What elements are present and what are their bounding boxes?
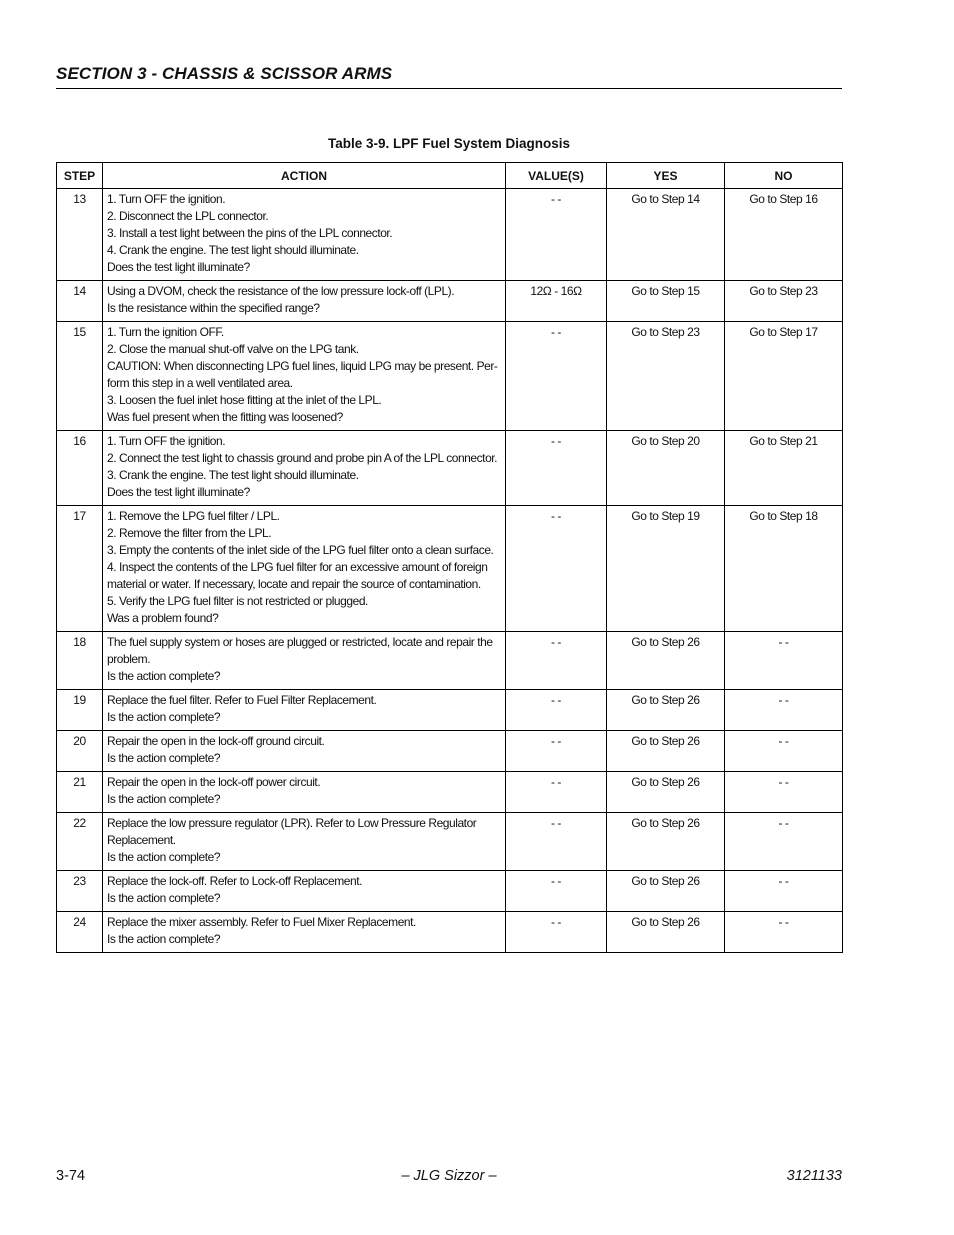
action-line: Is the action complete? (107, 891, 221, 905)
no-cell: Go to Step 18 (725, 506, 843, 632)
footer-title: – JLG Sizzor – (401, 1168, 497, 1184)
yes-cell: Go to Step 19 (607, 506, 725, 632)
yes-cell: Go to Step 23 (607, 322, 725, 431)
table-row (57, 813, 843, 871)
column-header-step: STEP (57, 163, 103, 189)
action-line: 5. Verify the LPG fuel filter is not restricted or plugged. (107, 594, 368, 608)
action-cell (103, 322, 506, 431)
no-cell: - - (725, 912, 843, 953)
step-cell: 19 (57, 690, 103, 731)
action-line: Does the test light illuminate? (107, 485, 250, 499)
yes-cell: Go to Step 26 (607, 912, 725, 953)
action-line: 3. Crank the engine. The test light should illuminate. (107, 468, 359, 482)
action-line: 4. Inspect the contents of the LPG fuel filter for an excessive amount of foreign (107, 560, 488, 574)
value-cell: - - (506, 813, 607, 871)
table-row (57, 189, 843, 281)
section-title: SECTION 3 - CHASSIS & SCISSOR ARMS (56, 64, 842, 89)
action-cell (103, 772, 506, 813)
value-cell: - - (506, 912, 607, 953)
step-cell: 21 (57, 772, 103, 813)
step-cell: 23 (57, 871, 103, 912)
action-line: Replacement. (107, 833, 176, 847)
no-cell: - - (725, 632, 843, 690)
action-line: Was a problem found? (107, 611, 219, 625)
yes-cell: Go to Step 26 (607, 871, 725, 912)
action-line: 1. Turn OFF the ignition. (107, 192, 226, 206)
action-cell (103, 281, 506, 322)
column-header-values: VALUE(S) (506, 163, 607, 189)
yes-cell: Go to Step 14 (607, 189, 725, 281)
action-line: 3. Install a test light between the pins of the LPL connector. (107, 226, 393, 240)
action-line: Repair the open in the lock-off ground circuit. (107, 734, 325, 748)
step-cell: 15 (57, 322, 103, 431)
action-cell (103, 912, 506, 953)
action-line: 1. Turn OFF the ignition. (107, 434, 226, 448)
table-row (57, 871, 843, 912)
value-cell: - - (506, 690, 607, 731)
action-cell (103, 431, 506, 506)
yes-cell: Go to Step 26 (607, 731, 725, 772)
action-line: Is the action complete? (107, 751, 221, 765)
no-cell: - - (725, 813, 843, 871)
table-header-row (57, 163, 843, 189)
table-title: Table 3-9. LPF Fuel System Diagnosis (327, 136, 571, 151)
step-cell: 24 (57, 912, 103, 953)
page-footer (56, 1168, 842, 1188)
action-line: The fuel supply system or hoses are plugged or restricted, locate and repair the (107, 635, 493, 649)
action-line: 1. Remove the LPG fuel filter / LPL. (107, 509, 280, 523)
no-cell: - - (725, 871, 843, 912)
table-row (57, 281, 843, 322)
action-cell (103, 506, 506, 632)
value-cell: - - (506, 871, 607, 912)
value-cell: - - (506, 322, 607, 431)
table-body (57, 189, 843, 953)
yes-cell: Go to Step 26 (607, 632, 725, 690)
action-line: problem. (107, 652, 151, 666)
column-header-yes: YES (607, 163, 725, 189)
value-cell: 12Ω - 16Ω (506, 281, 607, 322)
page-number: 3-74 (56, 1168, 86, 1184)
no-cell: - - (725, 690, 843, 731)
action-line: Is the action complete? (107, 850, 221, 864)
action-line: Does the test light illuminate? (107, 260, 250, 274)
table-row (57, 912, 843, 953)
action-cell (103, 690, 506, 731)
step-cell: 22 (57, 813, 103, 871)
yes-cell: Go to Step 26 (607, 813, 725, 871)
no-cell: Go to Step 23 (725, 281, 843, 322)
no-cell: Go to Step 21 (725, 431, 843, 506)
document-number: 3121133 (786, 1168, 842, 1184)
action-line: Is the action complete? (107, 710, 221, 724)
table-row (57, 772, 843, 813)
table-row (57, 690, 843, 731)
column-header-no: NO (725, 163, 843, 189)
action-line: 3. Loosen the fuel inlet hose fitting at the inlet of the LPL. (107, 393, 382, 407)
action-cell (103, 189, 506, 281)
step-cell: 16 (57, 431, 103, 506)
action-line: 4. Crank the engine. The test light should illuminate. (107, 243, 359, 257)
action-line: Replace the low pressure regulator (LPR). Refer to Low Pressure Regulator (107, 816, 477, 830)
action-line: 2. Disconnect the LPL connector. (107, 209, 269, 223)
no-cell: - - (725, 772, 843, 813)
action-line: material or water. If necessary, locate and repair the source of contamination. (107, 577, 481, 591)
step-cell: 13 (57, 189, 103, 281)
step-cell: 18 (57, 632, 103, 690)
step-cell: 14 (57, 281, 103, 322)
action-line: 2. Remove the filter from the LPL. (107, 526, 272, 540)
action-line: Is the action complete? (107, 669, 221, 683)
action-line: Using a DVOM, check the resistance of the low pressure lock-off (LPL). (107, 284, 455, 298)
value-cell: - - (506, 731, 607, 772)
no-cell: Go to Step 17 (725, 322, 843, 431)
value-cell: - - (506, 772, 607, 813)
table-row (57, 431, 843, 506)
action-cell (103, 871, 506, 912)
action-line: Is the action complete? (107, 932, 221, 946)
value-cell: - - (506, 189, 607, 281)
yes-cell: Go to Step 15 (607, 281, 725, 322)
value-cell: - - (506, 632, 607, 690)
action-line: Was fuel present when the fitting was loosened? (107, 410, 343, 424)
action-line: 1. Turn the ignition OFF. (107, 325, 224, 339)
table-row (57, 322, 843, 431)
action-line: 2. Connect the test light to chassis ground and probe pin A of the LPL connector. (107, 451, 498, 465)
action-cell (103, 632, 506, 690)
value-cell: - - (506, 431, 607, 506)
action-line: Repair the open in the lock-off power circuit. (107, 775, 321, 789)
action-line: Replace the fuel filter. Refer to Fuel Filter Replacement. (107, 693, 377, 707)
action-cell (103, 813, 506, 871)
action-line: Is the action complete? (107, 792, 221, 806)
step-cell: 17 (57, 506, 103, 632)
action-line: Replace the lock-off. Refer to Lock-off Replacement. (107, 874, 362, 888)
diagnosis-table (56, 162, 843, 953)
action-cell (103, 731, 506, 772)
yes-cell: Go to Step 20 (607, 431, 725, 506)
action-line: Replace the mixer assembly. Refer to Fuel Mixer Replacement. (107, 915, 416, 929)
action-line: Is the resistance within the specified range? (107, 301, 320, 315)
step-cell: 20 (57, 731, 103, 772)
action-line: CAUTION: When disconnecting LPG fuel lines, liquid LPG may be present. Per- (107, 359, 498, 373)
table-row (57, 731, 843, 772)
action-line: 2. Close the manual shut-off valve on the LPG tank. (107, 342, 359, 356)
column-header-action: ACTION (103, 163, 506, 189)
no-cell: - - (725, 731, 843, 772)
value-cell: - - (506, 506, 607, 632)
yes-cell: Go to Step 26 (607, 690, 725, 731)
no-cell: Go to Step 16 (725, 189, 843, 281)
table-row (57, 632, 843, 690)
yes-cell: Go to Step 26 (607, 772, 725, 813)
action-line: 3. Empty the contents of the inlet side of the LPG fuel filter onto a clean surface. (107, 543, 494, 557)
table-row (57, 506, 843, 632)
action-line: form this step in a well ventilated area. (107, 376, 293, 390)
